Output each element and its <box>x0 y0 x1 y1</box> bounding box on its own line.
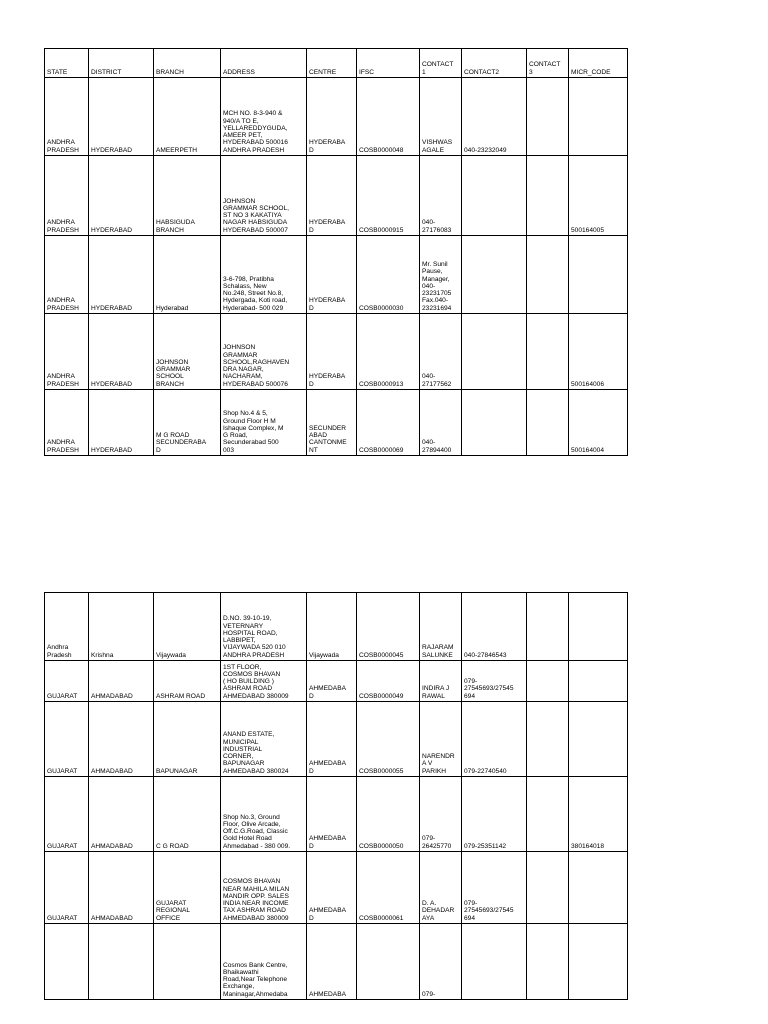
cell-branch <box>154 924 221 1000</box>
cell-contact3 <box>527 156 569 236</box>
cell-ifsc: COSB0000045 <box>357 593 420 661</box>
cell-ifsc: COSB0000049 <box>357 661 420 702</box>
cell-contact1: 040- 27894400 <box>420 390 462 456</box>
cell-micr <box>569 593 628 661</box>
table-header-row <box>45 49 628 78</box>
cell-contact1: VISHWAS AGALE <box>420 78 462 156</box>
cell-centre: HYDERABA D <box>307 78 357 156</box>
cell-contact1: 079- <box>420 924 462 1000</box>
cell-ifsc: COSB0000915 <box>357 156 420 236</box>
cell-centre: HYDERABA D <box>307 156 357 236</box>
cell-micr: 380164018 <box>569 777 628 852</box>
cell-ifsc: COSB0000055 <box>357 702 420 777</box>
cell-contact2: 079- 27545693/27545 694 <box>462 661 527 702</box>
cell-header-8: CONTACT 3 <box>527 49 569 78</box>
cell-branch: BAPUNAGAR <box>154 702 221 777</box>
cell-ifsc: COSB0000069 <box>357 390 420 456</box>
branch-table-1 <box>44 48 628 456</box>
cell-centre: AHMEDABA <box>307 924 357 1000</box>
cell-contact2 <box>462 236 527 314</box>
cell-state: ANDHRA PRADESH <box>45 236 89 314</box>
cell-branch: JOHNSON GRAMMAR SCHOOL BRANCH <box>154 314 221 390</box>
cell-micr: 500164006 <box>569 314 628 390</box>
cell-address: Cosmos Bank Centre, Bhaikawathi Road,Near Telephone Exchange, Maninagar,Ahmedaba <box>221 924 307 1000</box>
cell-micr <box>569 78 628 156</box>
table-row <box>45 924 628 1000</box>
cell-district: AHMADABAD <box>89 661 154 702</box>
cell-ifsc: COSB0000913 <box>357 314 420 390</box>
cell-contact3 <box>527 702 569 777</box>
cell-district <box>89 924 154 1000</box>
cell-ifsc: COSB0000048 <box>357 78 420 156</box>
cell-micr <box>569 852 628 924</box>
cell-district: HYDERABAD <box>89 236 154 314</box>
cell-header-7: CONTACT2 <box>462 49 527 78</box>
cell-centre: SECUNDER ABAD CANTONME NT <box>307 390 357 456</box>
cell-header-6: CONTACT 1 <box>420 49 462 78</box>
cell-micr: 500164005 <box>569 156 628 236</box>
cell-contact2: 040-23232049 <box>462 78 527 156</box>
cell-contact3 <box>527 593 569 661</box>
cell-contact1: D. A. DEHADAR AYA <box>420 852 462 924</box>
cell-contact2 <box>462 314 527 390</box>
cell-branch: Hyderabad <box>154 236 221 314</box>
cell-header-9: MICR_CODE <box>569 49 628 78</box>
cell-address: D.NO. 39-10-19, VETERNARY HOSPITAL ROAD, LABBIPET, VIJAYWADA 520 010 ANDHRA PRADESH <box>221 593 307 661</box>
cell-centre: AHMEDABA D <box>307 852 357 924</box>
cell-contact2 <box>462 156 527 236</box>
cell-branch: HABSIGUDA BRANCH <box>154 156 221 236</box>
cell-state: Andhra Pradesh <box>45 593 89 661</box>
cell-contact1: RAJARAM SALUNKE <box>420 593 462 661</box>
table-row <box>45 390 628 456</box>
cell-address: ANAND ESTATE, MUNICIPAL INDUSTRIAL CORNER, BAPUNAGAR AHMEDABAD 380024 <box>221 702 307 777</box>
cell-micr <box>569 924 628 1000</box>
cell-branch: C G ROAD <box>154 777 221 852</box>
cell-district: HYDERABAD <box>89 156 154 236</box>
cell-centre: AHMEDABA D <box>307 777 357 852</box>
cell-header-0: STATE <box>45 49 89 78</box>
cell-branch: Vijaywada <box>154 593 221 661</box>
cell-contact2: 040-27846543 <box>462 593 527 661</box>
cell-contact3 <box>527 78 569 156</box>
cell-address: MCH NO. 8-3-940 & 940/A TO E, YELLAREDDYGUDA, AMEER PET, HYDERABAD 500016 ANDHRA PRADESH <box>221 78 307 156</box>
cell-contact1: Mr. Sunil Pause, Manager, 040- 23231705 Fax.040- 23231694 <box>420 236 462 314</box>
cell-state: ANDHRA PRADESH <box>45 156 89 236</box>
cell-micr <box>569 661 628 702</box>
cell-centre: HYDERABA D <box>307 236 357 314</box>
cell-header-3: ADDRESS <box>221 49 307 78</box>
cell-district: HYDERABAD <box>89 314 154 390</box>
cell-contact1: INDIRA J RAWAL <box>420 661 462 702</box>
cell-contact3 <box>527 924 569 1000</box>
cell-state <box>45 924 89 1000</box>
cell-contact2: 079-22740540 <box>462 702 527 777</box>
cell-header-4: CENTRE <box>307 49 357 78</box>
cell-branch: ASHRAM ROAD <box>154 661 221 702</box>
table-row <box>45 156 628 236</box>
table-row <box>45 236 628 314</box>
table-row <box>45 314 628 390</box>
cell-state: GUJARAT <box>45 852 89 924</box>
cell-contact3 <box>527 390 569 456</box>
table-row <box>45 593 628 661</box>
cell-state: ANDHRA PRADESH <box>45 78 89 156</box>
cell-address: 1ST FLOOR, COSMOS BHAVAN ( HO BUILDING ) ASHRAM ROAD AHMEDABAD 380009 <box>221 661 307 702</box>
cell-centre: HYDERABA D <box>307 314 357 390</box>
cell-contact3 <box>527 236 569 314</box>
cell-address: 3-6-798, Pratibha Schalass, New No.248, Street No.8, Hydergada, Koti road, Hyderabad- 500 029 <box>221 236 307 314</box>
cell-ifsc: COSB0000030 <box>357 236 420 314</box>
cell-centre: AHMEDABA D <box>307 702 357 777</box>
cell-centre: Vijaywada <box>307 593 357 661</box>
table-row <box>45 661 628 702</box>
cell-state: ANDHRA PRADESH <box>45 314 89 390</box>
cell-district: HYDERABAD <box>89 390 154 456</box>
cell-address: Shop No.3, Ground Floor, Olive Arcade, Off.C.G.Road, Classic Gold Hotel Road Ahmedabad - 380 009. <box>221 777 307 852</box>
cell-address: Shop No.4 & 5, Ground Floor H M Ishaque Complex, M G Road, Secunderabad 500 003 <box>221 390 307 456</box>
cell-branch: GUJARAT REGIONAL OFFICE <box>154 852 221 924</box>
cell-branch: M G ROAD SECUNDERABA D <box>154 390 221 456</box>
cell-micr <box>569 702 628 777</box>
cell-header-5: IFSC <box>357 49 420 78</box>
cell-district: AHMADABAD <box>89 702 154 777</box>
cell-address: JOHNSON GRAMMAR SCHOOL, ST NO 3 KAKATIYA NAGAR HABSIGUDA HYDERABAD 500007 <box>221 156 307 236</box>
cell-district: AHMADABAD <box>89 852 154 924</box>
cell-state: GUJARAT <box>45 777 89 852</box>
cell-contact2 <box>462 924 527 1000</box>
cell-header-2: BRANCH <box>154 49 221 78</box>
cell-address: JOHNSON GRAMMAR SCHOOL,RAGHAVEN DRA NAGAR, NACHARAM, HYDERABAD 500076 <box>221 314 307 390</box>
cell-state: ANDHRA PRADESH <box>45 390 89 456</box>
cell-district: HYDERABAD <box>89 78 154 156</box>
cell-header-1: DISTRICT <box>89 49 154 78</box>
cell-ifsc: COSB0000061 <box>357 852 420 924</box>
table-row <box>45 702 628 777</box>
cell-contact1: 040- 27176083 <box>420 156 462 236</box>
cell-contact2 <box>462 390 527 456</box>
cell-branch: AMEERPETH <box>154 78 221 156</box>
table-row <box>45 777 628 852</box>
cell-contact3 <box>527 314 569 390</box>
cell-contact1: 079- 26425770 <box>420 777 462 852</box>
cell-ifsc: COSB0000050 <box>357 777 420 852</box>
cell-ifsc <box>357 924 420 1000</box>
cell-micr <box>569 236 628 314</box>
cell-district: AHMADABAD <box>89 777 154 852</box>
cell-state: GUJARAT <box>45 661 89 702</box>
cell-district: Krishna <box>89 593 154 661</box>
branch-table-2 <box>44 592 628 1000</box>
cell-contact3 <box>527 852 569 924</box>
cell-state: GUJARAT <box>45 702 89 777</box>
table-row <box>45 852 628 924</box>
cell-centre: AHMEDABA D <box>307 661 357 702</box>
cell-contact1: NARENDR A V PARIKH <box>420 702 462 777</box>
table-row <box>45 78 628 156</box>
cell-contact3 <box>527 777 569 852</box>
cell-contact1: 040- 27177562 <box>420 314 462 390</box>
cell-contact3 <box>527 661 569 702</box>
cell-contact2: 079-25351142 <box>462 777 527 852</box>
cell-address: COSMOS BHAVAN NEAR MAHILA MILAN MANDIR OPP. SALES INDIA NEAR INCOME TAX ASHRAM ROAD AHMEDABAD 380009 <box>221 852 307 924</box>
cell-micr: 500164004 <box>569 390 628 456</box>
cell-contact2: 079- 27545693/27545 694 <box>462 852 527 924</box>
